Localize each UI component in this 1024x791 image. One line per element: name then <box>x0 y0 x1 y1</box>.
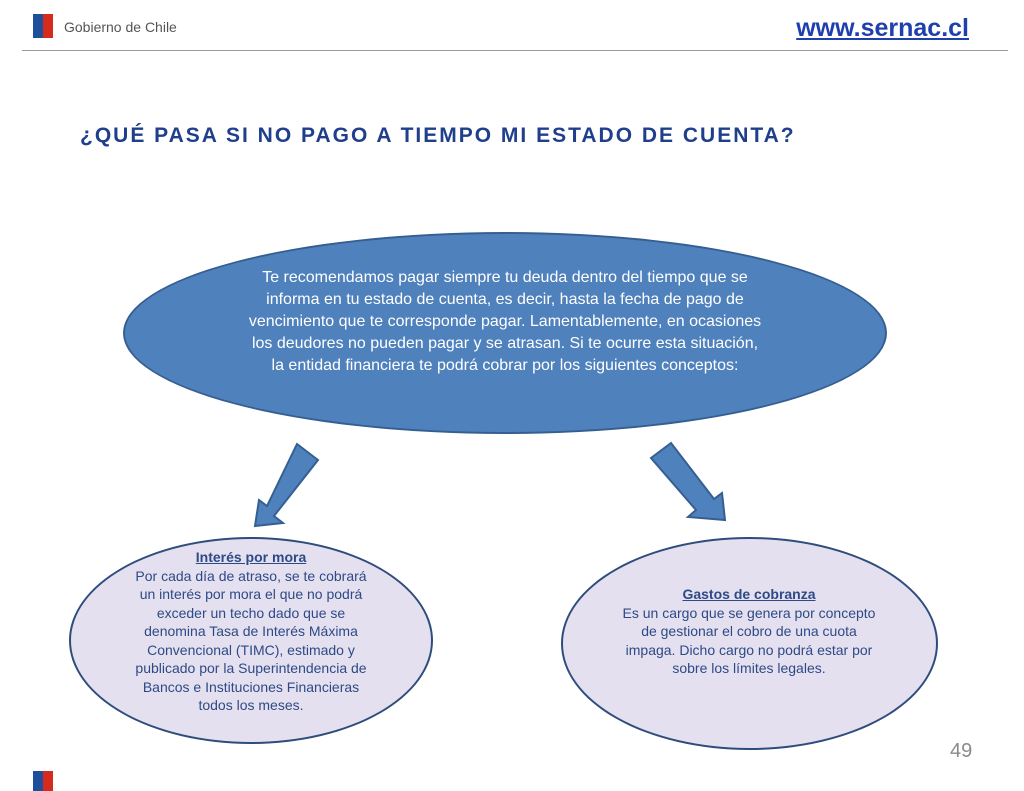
gastos-cobranza-body: Es un cargo que se genera por concepto de gestionar el cobro de una cuota impaga. Dicho cargo no podrá estar por sobre los límites legales. <box>622 604 876 676</box>
right-arrow-icon <box>651 443 725 520</box>
page-number: 49 <box>950 740 973 762</box>
interes-mora-heading: Interés por mora <box>195 549 307 565</box>
sernac-link[interactable]: www.sernac.cl <box>796 14 969 42</box>
slide-title: ¿QUÉ PASA SI NO PAGO A TIEMPO MI ESTADO DE CUENTA? <box>80 124 796 147</box>
main-ellipse-text: Te recomendamos pagar siempre tu deuda dentro del tiempo que se informa en tu estado de cuenta, es decir, hasta la fecha de pago de vencimiento que te corresponde pagar. Lamentablemente, en ocasiones los deudores no pueden pagar y se atrasan. Si te ocurre esta situación, la entidad financiera te podrá cobrar por los siguientes conceptos: <box>248 269 762 374</box>
gastos-cobranza-text <box>620 585 878 678</box>
chile-flag-icon <box>33 771 53 791</box>
left-arrow-icon <box>255 444 318 526</box>
interes-mora-body: Por cada día de atraso, se te cobrará un interés por mora el que no podrá exceder un techo dado que se denomina Tasa de Interés Máxima Convencional (TIMC), estimado y publicado por la Superintendencia de Bancos e Instituciones Financieras todos los meses. <box>135 567 367 713</box>
gastos-cobranza-heading: Gastos de cobranza <box>682 586 816 602</box>
government-label: Gobierno de Chile <box>64 19 177 35</box>
interes-mora-text <box>129 548 373 715</box>
